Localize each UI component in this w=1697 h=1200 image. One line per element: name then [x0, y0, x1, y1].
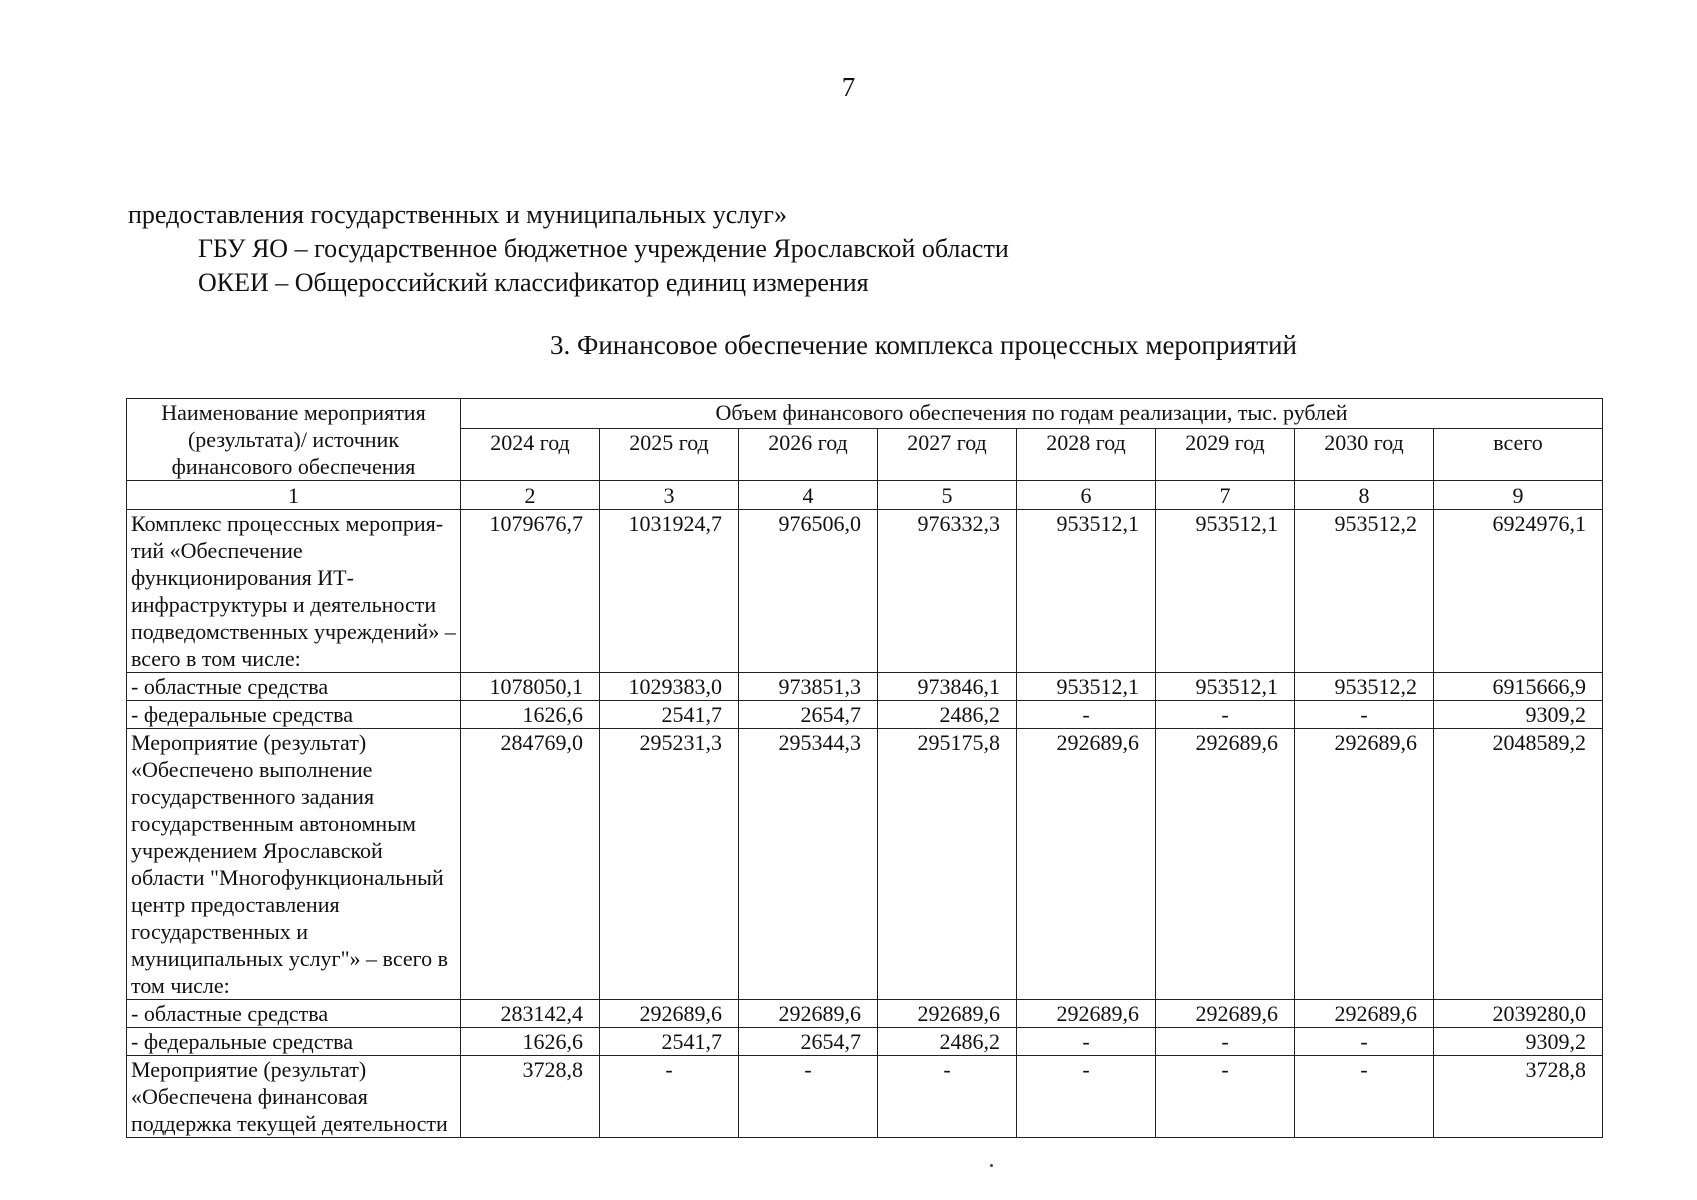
index-cell: 2 [461, 481, 600, 510]
index-cell: 1 [127, 481, 461, 510]
value-cell: 2486,2 [878, 701, 1017, 729]
table-row [127, 1056, 1603, 1138]
header-name: Наименование мероприятия (результата)/ источник финансового обеспечения [127, 399, 461, 481]
value-cell: 1626,6 [461, 701, 600, 729]
value-cell: 292689,6 [1156, 1000, 1295, 1028]
index-cell: 5 [878, 481, 1017, 510]
row-name: - федеральные средства [127, 701, 461, 729]
value-cell: 9309,2 [1434, 701, 1603, 729]
table-row [127, 1000, 1603, 1028]
value-cell: - [1156, 1056, 1295, 1138]
index-cell: 4 [739, 481, 878, 510]
value-cell: 973851,3 [739, 673, 878, 701]
row-name: - областные средства [127, 673, 461, 701]
table-row [127, 510, 1603, 673]
intro-line-3: ОКЕИ – Общероссийский классификатор единиц измерения [198, 268, 869, 297]
value-cell: 283142,4 [461, 1000, 600, 1028]
intro-text [128, 198, 1578, 300]
header-year: 2030 год [1295, 428, 1434, 480]
row-name: - федеральные средства [127, 1028, 461, 1056]
value-cell: 284769,0 [461, 729, 600, 1000]
value-cell: 1079676,7 [461, 510, 600, 673]
value-cell: 1078050,1 [461, 673, 600, 701]
value-cell: - [739, 1056, 878, 1138]
index-cell: 9 [1434, 481, 1603, 510]
scan-speck [990, 1164, 993, 1167]
value-cell: 292689,6 [878, 1000, 1017, 1028]
index-cell: 8 [1295, 481, 1434, 510]
table-row [127, 673, 1603, 701]
value-cell: 9309,2 [1434, 1028, 1603, 1056]
value-cell: 3728,8 [1434, 1056, 1603, 1138]
value-cell: 292689,6 [1295, 729, 1434, 1000]
value-cell: 6915666,9 [1434, 673, 1603, 701]
value-cell: 953512,1 [1017, 673, 1156, 701]
header-total: всего [1434, 428, 1603, 480]
value-cell: 292689,6 [600, 1000, 739, 1028]
value-cell: - [600, 1056, 739, 1138]
value-cell: - [1017, 1056, 1156, 1138]
header-year: 2027 год [878, 428, 1017, 480]
table-row [127, 729, 1603, 1000]
intro-line-1: предоставления государственных и муниципальных услуг» [128, 200, 787, 229]
value-cell: 953512,2 [1295, 673, 1434, 701]
value-cell: 292689,6 [1017, 1000, 1156, 1028]
index-cell: 6 [1017, 481, 1156, 510]
value-cell: 2654,7 [739, 701, 878, 729]
row-name: Мероприятие (результат) «Обеспечено выполнение государственного задания государственным автономным учреждением Ярославской области "Многофункциональный центр предоставления государственных и муниципальных услуг"» – всего в том числе: [127, 729, 461, 1000]
index-row [127, 481, 1603, 510]
header-year: 2026 год [739, 428, 878, 480]
value-cell: 2541,7 [600, 701, 739, 729]
header-volume: Объем финансового обеспечения по годам реализации, тыс. рублей [461, 399, 1603, 429]
value-cell: 292689,6 [1156, 729, 1295, 1000]
value-cell: 2048589,2 [1434, 729, 1603, 1000]
value-cell: 292689,6 [1017, 729, 1156, 1000]
row-name: - областные средства [127, 1000, 461, 1028]
page-number: 7 [841, 72, 856, 102]
value-cell: 976506,0 [739, 510, 878, 673]
value-cell: - [1017, 1028, 1156, 1056]
value-cell: - [1295, 1028, 1434, 1056]
section-title: 3. Финансовое обеспечение комплекса процессных мероприятий [550, 330, 1297, 360]
financing-table [126, 398, 1603, 1138]
value-cell: - [1156, 701, 1295, 729]
intro-line-2: ГБУ ЯО – государственное бюджетное учреждение Ярославской области [198, 234, 1009, 263]
header-year: 2029 год [1156, 428, 1295, 480]
index-cell: 7 [1156, 481, 1295, 510]
value-cell: 295175,8 [878, 729, 1017, 1000]
value-cell: 292689,6 [1295, 1000, 1434, 1028]
value-cell: - [1017, 701, 1156, 729]
value-cell: - [878, 1056, 1017, 1138]
index-cell: 3 [600, 481, 739, 510]
value-cell: 1029383,0 [600, 673, 739, 701]
value-cell: 3728,8 [461, 1056, 600, 1138]
value-cell: 953512,1 [1156, 510, 1295, 673]
value-cell: 953512,1 [1017, 510, 1156, 673]
value-cell: 953512,2 [1295, 510, 1434, 673]
row-name: Комплекс процессных мероприя-тий «Обеспечение функционирования ИТ-инфраструктуры и деятельности подведомственных учреждений» – всего в том числе: [127, 510, 461, 673]
value-cell: 976332,3 [878, 510, 1017, 673]
value-cell: - [1295, 701, 1434, 729]
value-cell: - [1295, 1056, 1434, 1138]
header-year: 2025 год [600, 428, 739, 480]
value-cell: 295344,3 [739, 729, 878, 1000]
value-cell: 295231,3 [600, 729, 739, 1000]
table-row [127, 701, 1603, 729]
header-year: 2028 год [1017, 428, 1156, 480]
value-cell: 1626,6 [461, 1028, 600, 1056]
value-cell: 2654,7 [739, 1028, 878, 1056]
value-cell: 2039280,0 [1434, 1000, 1603, 1028]
value-cell: 2486,2 [878, 1028, 1017, 1056]
value-cell: 1031924,7 [600, 510, 739, 673]
table-row [127, 1028, 1603, 1056]
value-cell: 6924976,1 [1434, 510, 1603, 673]
value-cell: 292689,6 [739, 1000, 878, 1028]
value-cell: 953512,1 [1156, 673, 1295, 701]
value-cell: - [1156, 1028, 1295, 1056]
row-name: Мероприятие (результат) «Обеспечена финансовая поддержка текущей деятельности [127, 1056, 461, 1138]
value-cell: 2541,7 [600, 1028, 739, 1056]
value-cell: 973846,1 [878, 673, 1017, 701]
header-year: 2024 год [461, 428, 600, 480]
